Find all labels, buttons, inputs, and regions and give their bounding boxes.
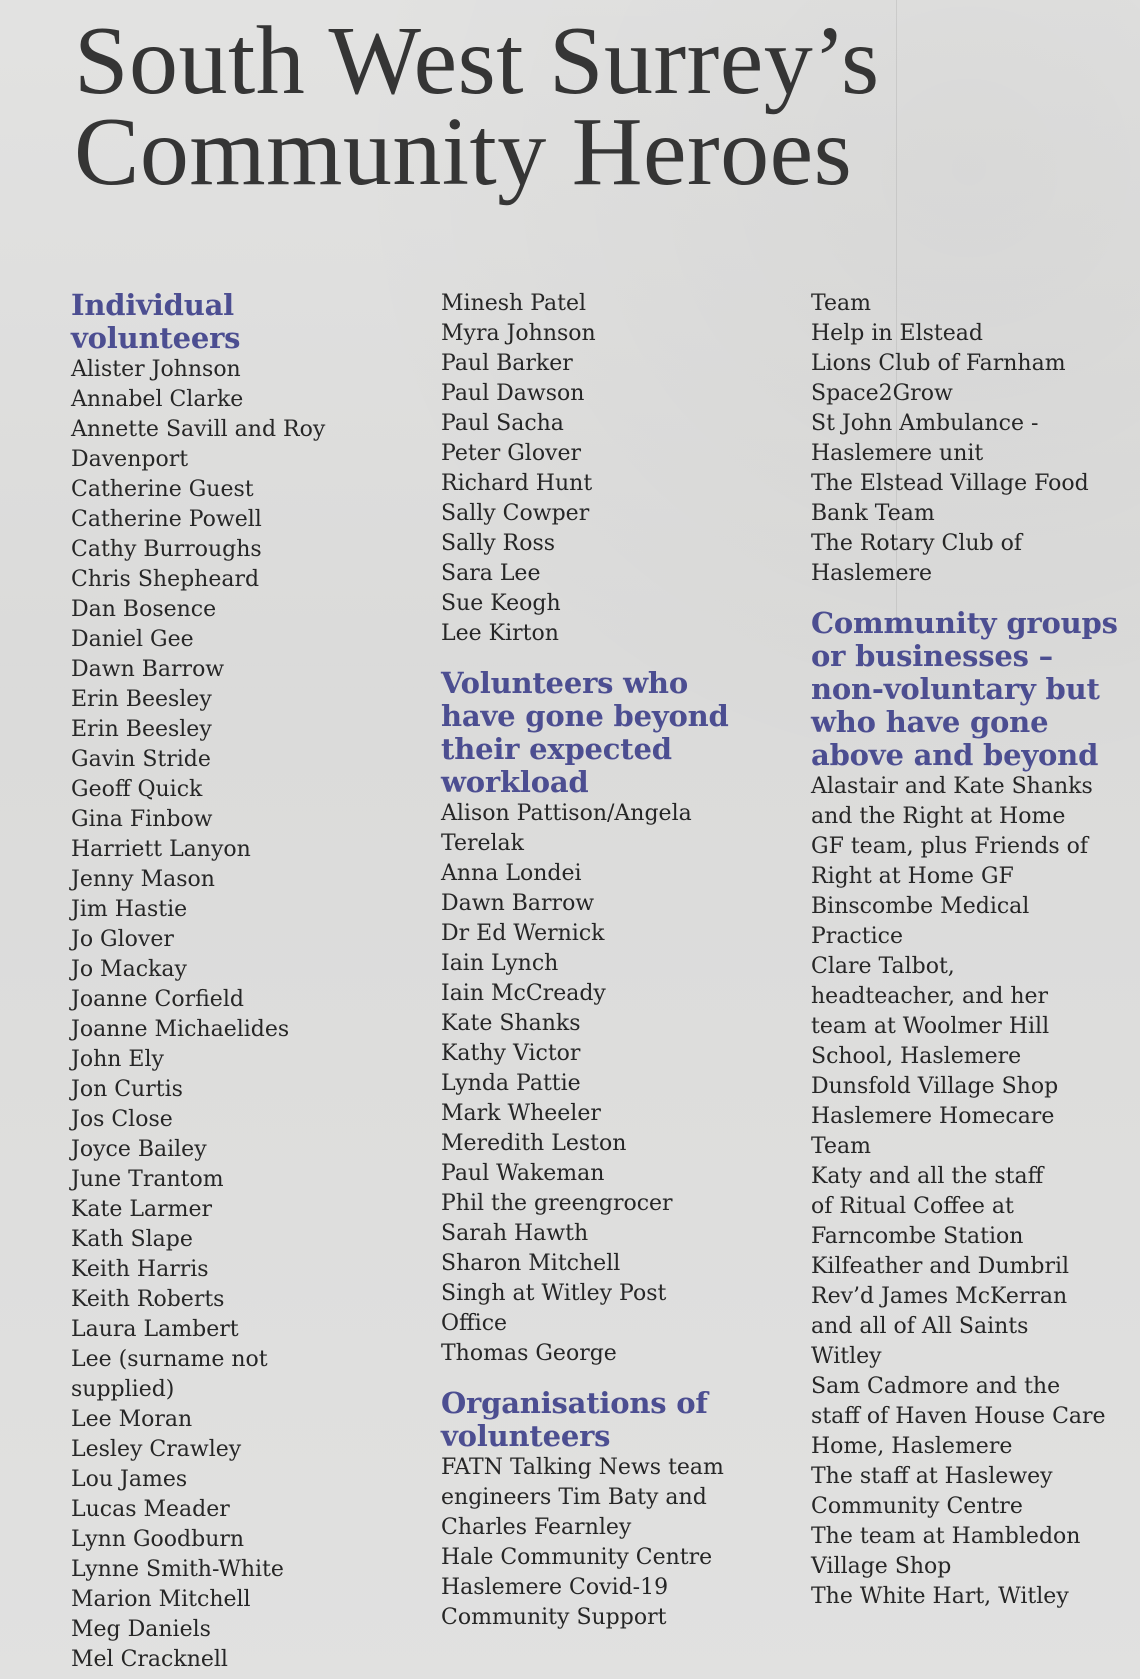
continued-individual-volunteer-5: Paul Sacha (441, 411, 564, 436)
individual-volunteer-37: Lesley Crawley (71, 1437, 242, 1462)
column-community-groups (811, 289, 1131, 1612)
community-group-item-26: The team at Hambledon (811, 1524, 1081, 1549)
individual-volunteer-31: Keith Harris (71, 1257, 209, 1282)
community-group-item-14: Katy and all the staff (811, 1164, 1044, 1189)
individual-volunteer-23: Joanne Michaelides (71, 1017, 290, 1042)
continued-individual-volunteer-12: Lee Kirton (441, 621, 559, 646)
organisation-item-6: Community Support (441, 1605, 667, 1630)
continued-individual-volunteer-1: Minesh Patel (441, 291, 587, 316)
individual-volunteer-42: Marion Mitchell (71, 1587, 251, 1612)
individual-volunteer-22: Joanne Corfield (71, 987, 244, 1012)
organisation-item-3: Charles Fearnley (441, 1515, 632, 1540)
individual-volunteer-40: Lynn Goodburn (71, 1527, 245, 1552)
individual-volunteer-7: Cathy Burroughs (71, 537, 262, 562)
community-group-item-3: GF team, plus Friends of (811, 834, 1088, 859)
continued-individual-volunteer-3: Paul Barker (441, 351, 573, 376)
workload-volunteer-11: Mark Wheeler (441, 1101, 601, 1126)
individual-volunteer-2: Annabel Clarke (71, 387, 244, 412)
community-group-item-28: The White Hart, Witley (811, 1584, 1069, 1609)
section-spacer (441, 1369, 771, 1387)
continued-individual-volunteer-6: Peter Glover (441, 441, 582, 466)
individual-volunteer-21: Jo Mackay (71, 957, 187, 982)
community-group-item-11: Dunsfold Village Shop (811, 1074, 1059, 1099)
community-group-item-13: Team (811, 1134, 871, 1159)
individual-volunteer-10: Daniel Gee (71, 627, 194, 652)
individual-volunteer-43: Meg Daniels (71, 1617, 211, 1642)
community-group-item-23: Home, Haslemere (811, 1434, 1013, 1459)
individual-volunteer-25: Jon Curtis (71, 1077, 183, 1102)
workload-volunteers-list (441, 799, 771, 1369)
continued-individual-volunteer-9: Sally Ross (441, 531, 556, 556)
individual-volunteer-27: Joyce Bailey (71, 1137, 207, 1162)
headline-line-2: Community Heroes (74, 98, 853, 207)
continued-individual-volunteer-11: Sue Keogh (441, 591, 561, 616)
individual-volunteer-35: supplied) (71, 1377, 175, 1402)
continued-organisations-list (811, 289, 1131, 589)
community-group-item-27: Village Shop (811, 1554, 952, 1579)
column-individual-volunteers (71, 289, 411, 1675)
individual-volunteer-15: Geoff Quick (71, 777, 203, 802)
individual-volunteer-34: Lee (surname not (71, 1347, 268, 1372)
community-group-item-16: Farncombe Station (811, 1224, 1024, 1249)
community-group-item-19: and all of All Saints (811, 1314, 1029, 1339)
continued-organisation-item-3: Lions Club of Farnham (811, 351, 1066, 376)
community-group-item-20: Witley (811, 1344, 882, 1369)
continued-organisation-item-4: Space2Grow (811, 381, 953, 406)
individual-volunteer-24: John Ely (71, 1047, 164, 1072)
continued-individual-volunteer-8: Sally Cowper (441, 501, 590, 526)
continued-organisation-item-8: Bank Team (811, 501, 935, 526)
community-group-item-12: Haslemere Homecare (811, 1104, 1055, 1129)
workload-volunteer-19: Thomas George (441, 1341, 617, 1366)
individual-volunteer-20: Jo Glover (71, 927, 174, 952)
organisation-item-1: FATN Talking News team (441, 1455, 724, 1480)
individual-volunteer-3: Annette Savill and Roy (71, 417, 326, 442)
individual-volunteer-6: Catherine Powell (71, 507, 262, 532)
section-title-community-groups: Community groups or businesses – non-voluntary but who have gone above and beyond (811, 606, 1118, 772)
workload-volunteer-16: Sharon Mitchell (441, 1251, 621, 1276)
workload-volunteer-9: Kathy Victor (441, 1041, 581, 1066)
individual-volunteer-38: Lou James (71, 1467, 188, 1492)
workload-volunteer-13: Paul Wakeman (441, 1161, 605, 1186)
community-group-item-18: Rev’d James McKerran (811, 1284, 1068, 1309)
individual-volunteer-32: Keith Roberts (71, 1287, 225, 1312)
community-group-item-22: staff of Haven House Care (811, 1404, 1106, 1429)
community-group-item-6: Practice (811, 924, 903, 949)
community-group-item-25: Community Centre (811, 1494, 1023, 1519)
workload-volunteer-12: Meredith Leston (441, 1131, 627, 1156)
individual-volunteer-29: Kate Larmer (71, 1197, 213, 1222)
individual-volunteers-list (71, 355, 411, 1675)
workload-volunteer-17: Singh at Witley Post (441, 1281, 667, 1306)
workload-volunteer-3: Anna Londei (441, 861, 582, 886)
continued-individual-volunteers-list (441, 289, 771, 649)
individual-volunteer-18: Jenny Mason (71, 867, 215, 892)
headline (74, 7, 1074, 207)
workload-volunteer-7: Iain McCready (441, 981, 606, 1006)
workload-volunteer-6: Iain Lynch (441, 951, 559, 976)
section-spacer (811, 589, 1131, 607)
community-group-item-7: Clare Talbot, (811, 954, 955, 979)
workload-volunteer-18: Office (441, 1311, 508, 1336)
continued-individual-volunteer-2: Myra Johnson (441, 321, 596, 346)
section-title-individual-volunteers: Individual volunteers (71, 288, 241, 355)
organisations-list (441, 1453, 771, 1633)
individual-volunteer-19: Jim Hastie (71, 897, 188, 922)
individual-volunteer-1: Alister Johnson (71, 357, 241, 382)
individual-volunteer-33: Laura Lambert (71, 1317, 239, 1342)
individual-volunteer-9: Dan Bosence (71, 597, 217, 622)
continued-individual-volunteer-7: Richard Hunt (441, 471, 593, 496)
individual-volunteer-44: Mel Cracknell (71, 1647, 228, 1672)
workload-volunteer-8: Kate Shanks (441, 1011, 581, 1036)
individual-volunteer-4: Davenport (71, 447, 189, 472)
individual-volunteer-39: Lucas Meader (71, 1497, 230, 1522)
workload-volunteer-4: Dawn Barrow (441, 891, 595, 916)
column-workload-and-organisations (441, 289, 771, 1633)
workload-volunteer-15: Sarah Hawth (441, 1221, 589, 1246)
individual-volunteer-8: Chris Shepheard (71, 567, 260, 592)
individual-volunteer-30: Kath Slape (71, 1227, 193, 1252)
community-group-item-9: team at Woolmer Hill (811, 1014, 1050, 1039)
organisation-item-5: Haslemere Covid-19 (441, 1575, 669, 1600)
headline-line-1: South West Surrey’s (74, 7, 880, 115)
section-title-organisations: Organisations of volunteers (441, 1386, 708, 1453)
continued-organisation-item-1: Team (811, 291, 871, 316)
section-spacer (441, 649, 771, 667)
community-group-item-1: Alastair and Kate Shanks (811, 774, 1093, 799)
community-groups-list (811, 772, 1131, 1612)
individual-volunteer-5: Catherine Guest (71, 477, 254, 502)
community-group-item-5: Binscombe Medical (811, 894, 1030, 919)
community-group-item-24: The staff at Haslewey (811, 1464, 1053, 1489)
continued-individual-volunteer-10: Sara Lee (441, 561, 541, 586)
workload-volunteer-5: Dr Ed Wernick (441, 921, 605, 946)
community-group-item-10: School, Haslemere (811, 1044, 1022, 1069)
workload-volunteer-1: Alison Pattison/Angela (441, 801, 692, 826)
organisation-item-2: engineers Tim Baty and (441, 1485, 707, 1510)
individual-volunteer-41: Lynne Smith-White (71, 1557, 284, 1582)
community-group-item-17: Kilfeather and Dumbril (811, 1254, 1070, 1279)
community-group-item-8: headteacher, and her (811, 984, 1049, 1009)
individual-volunteer-36: Lee Moran (71, 1407, 193, 1432)
community-group-item-15: of Ritual Coffee at (811, 1194, 1014, 1219)
continued-organisation-item-7: The Elstead Village Food (811, 471, 1089, 496)
individual-volunteer-26: Jos Close (71, 1107, 173, 1132)
continued-organisation-item-6: Haslemere unit (811, 441, 984, 466)
individual-volunteer-11: Dawn Barrow (71, 657, 225, 682)
continued-individual-volunteer-4: Paul Dawson (441, 381, 585, 406)
individual-volunteer-14: Gavin Stride (71, 747, 211, 772)
community-group-item-4: Right at Home GF (811, 864, 1014, 889)
workload-volunteer-2: Terelak (441, 831, 525, 856)
workload-volunteer-10: Lynda Pattie (441, 1071, 581, 1096)
individual-volunteer-16: Gina Finbow (71, 807, 213, 832)
individual-volunteer-28: June Trantom (71, 1167, 224, 1192)
community-group-item-21: Sam Cadmore and the (811, 1374, 1061, 1399)
workload-volunteer-14: Phil the greengrocer (441, 1191, 673, 1216)
continued-organisation-item-10: Haslemere (811, 561, 933, 586)
individual-volunteer-12: Erin Beesley (71, 687, 212, 712)
community-group-item-2: and the Right at Home (811, 804, 1066, 829)
organisation-item-4: Hale Community Centre (441, 1545, 713, 1570)
individual-volunteer-13: Erin Beesley (71, 717, 212, 742)
continued-organisation-item-5: St John Ambulance - (811, 411, 1039, 436)
continued-organisation-item-2: Help in Elstead (811, 321, 983, 346)
section-title-workload: Volunteers who have gone beyond their expected workload (441, 666, 729, 799)
continued-organisation-item-9: The Rotary Club of (811, 531, 1023, 556)
individual-volunteer-17: Harriett Lanyon (71, 837, 251, 862)
